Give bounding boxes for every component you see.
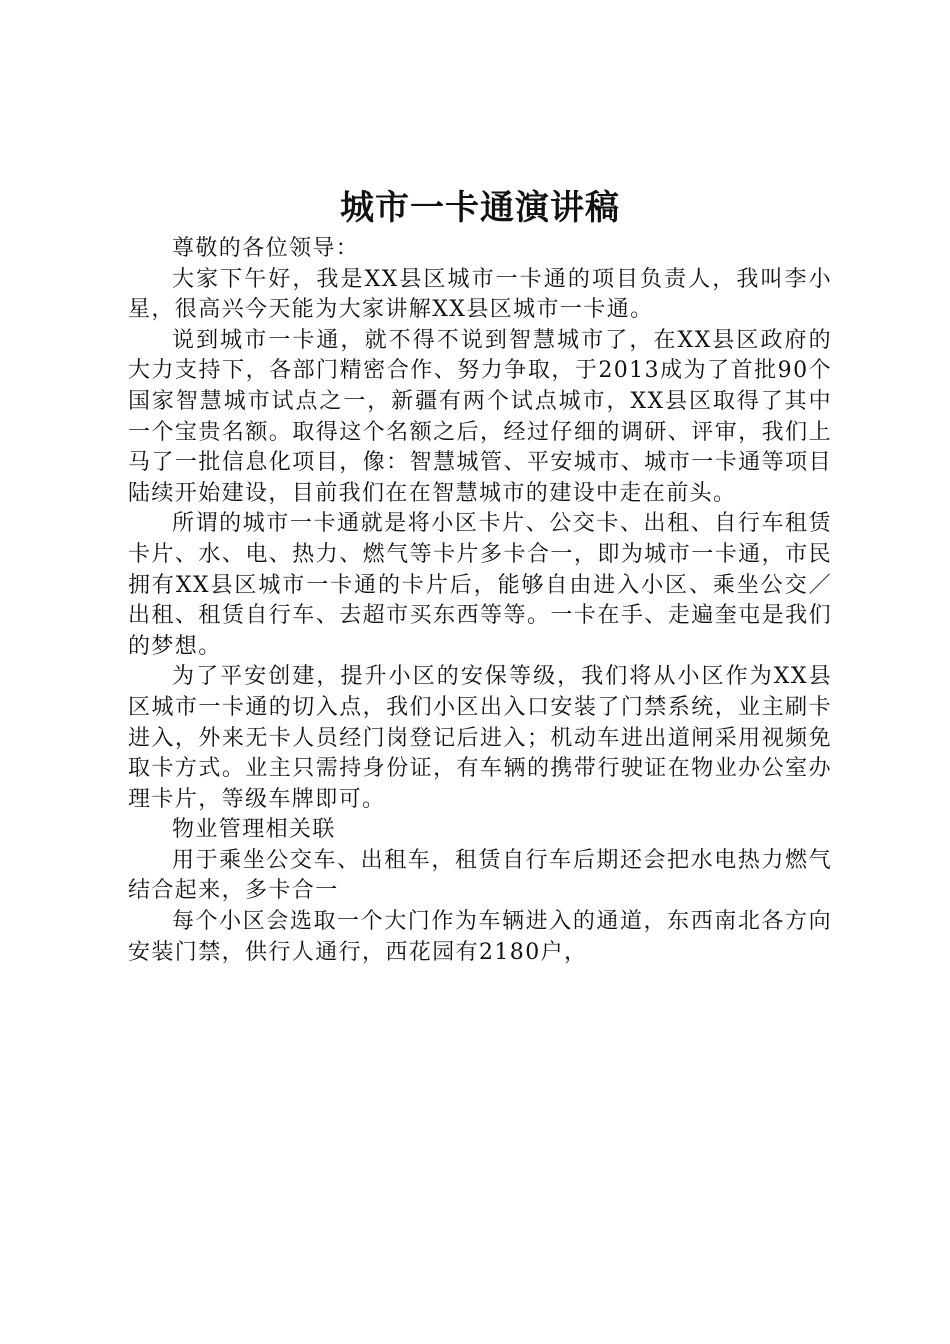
paragraph-card-definition: 所谓的城市一卡通就是将小区卡片、公交卡、出租、自行车租赁卡片、水、电、热力、燃气等卡片多卡合一，即为城市一卡通，市民拥有XX县区城市一卡通的卡片后，能够自由进入小区、乘坐公交／出租、租赁自行车、去超市买东西等等。一卡在手、走遍奎屯是我们的梦想。 [128, 511, 832, 659]
paragraph-property-management: 物业管理相关联 [172, 817, 336, 843]
paragraph-community-security: 为了平安创建，提升小区的安保等级，我们将从小区作为XX县区城市一卡通的切入点，我们小区出入口安装了门禁系统，业主刷卡进入，外来无卡人员经门岗登记后进入；机动车进出道闸采用视频免取卡方式。业主只需持身份证，有车辆的携带行驶证在物业办公室办理卡片，等级车牌即可。 [128, 664, 832, 812]
paragraph-gate-access: 每个小区会选取一个大门作为车辆进入的通道，东西南北各方向安装门禁，供行人通行，西花园有2180户， [128, 909, 832, 965]
paragraph-smart-city: 说到城市一卡通，就不得不说到智慧城市了，在XX县区政府的大力支持下，各部门精密合作、努力争取，于2013成为了首批90个国家智慧城市试点之一，新疆有两个试点城市，XX县区取得了其中一个宝贵名额。取得这个名额之后，经过仔细的调研、评审，我们上马了一批信息化项目，像：智慧城管、平安城市、城市一卡通等项目陆续开始建设，目前我们在在智慧城市的建设中走在前头。 [128, 327, 832, 506]
paragraph-transport-usage: 用于乘坐公交车、出租车，租赁自行车后期还会把水电热力燃气结合起来，多卡合一 [128, 847, 832, 904]
document-title: 城市一卡通演讲稿 [340, 188, 620, 228]
paragraph-greeting: 大家下午好，我是XX县区城市一卡通的项目负责人，我叫李小星，很高兴今天能为大家讲解XX县区城市一卡通。 [128, 266, 832, 323]
paragraph-salutation: 尊敬的各位领导： [172, 236, 360, 261]
document-body [128, 186, 832, 968]
